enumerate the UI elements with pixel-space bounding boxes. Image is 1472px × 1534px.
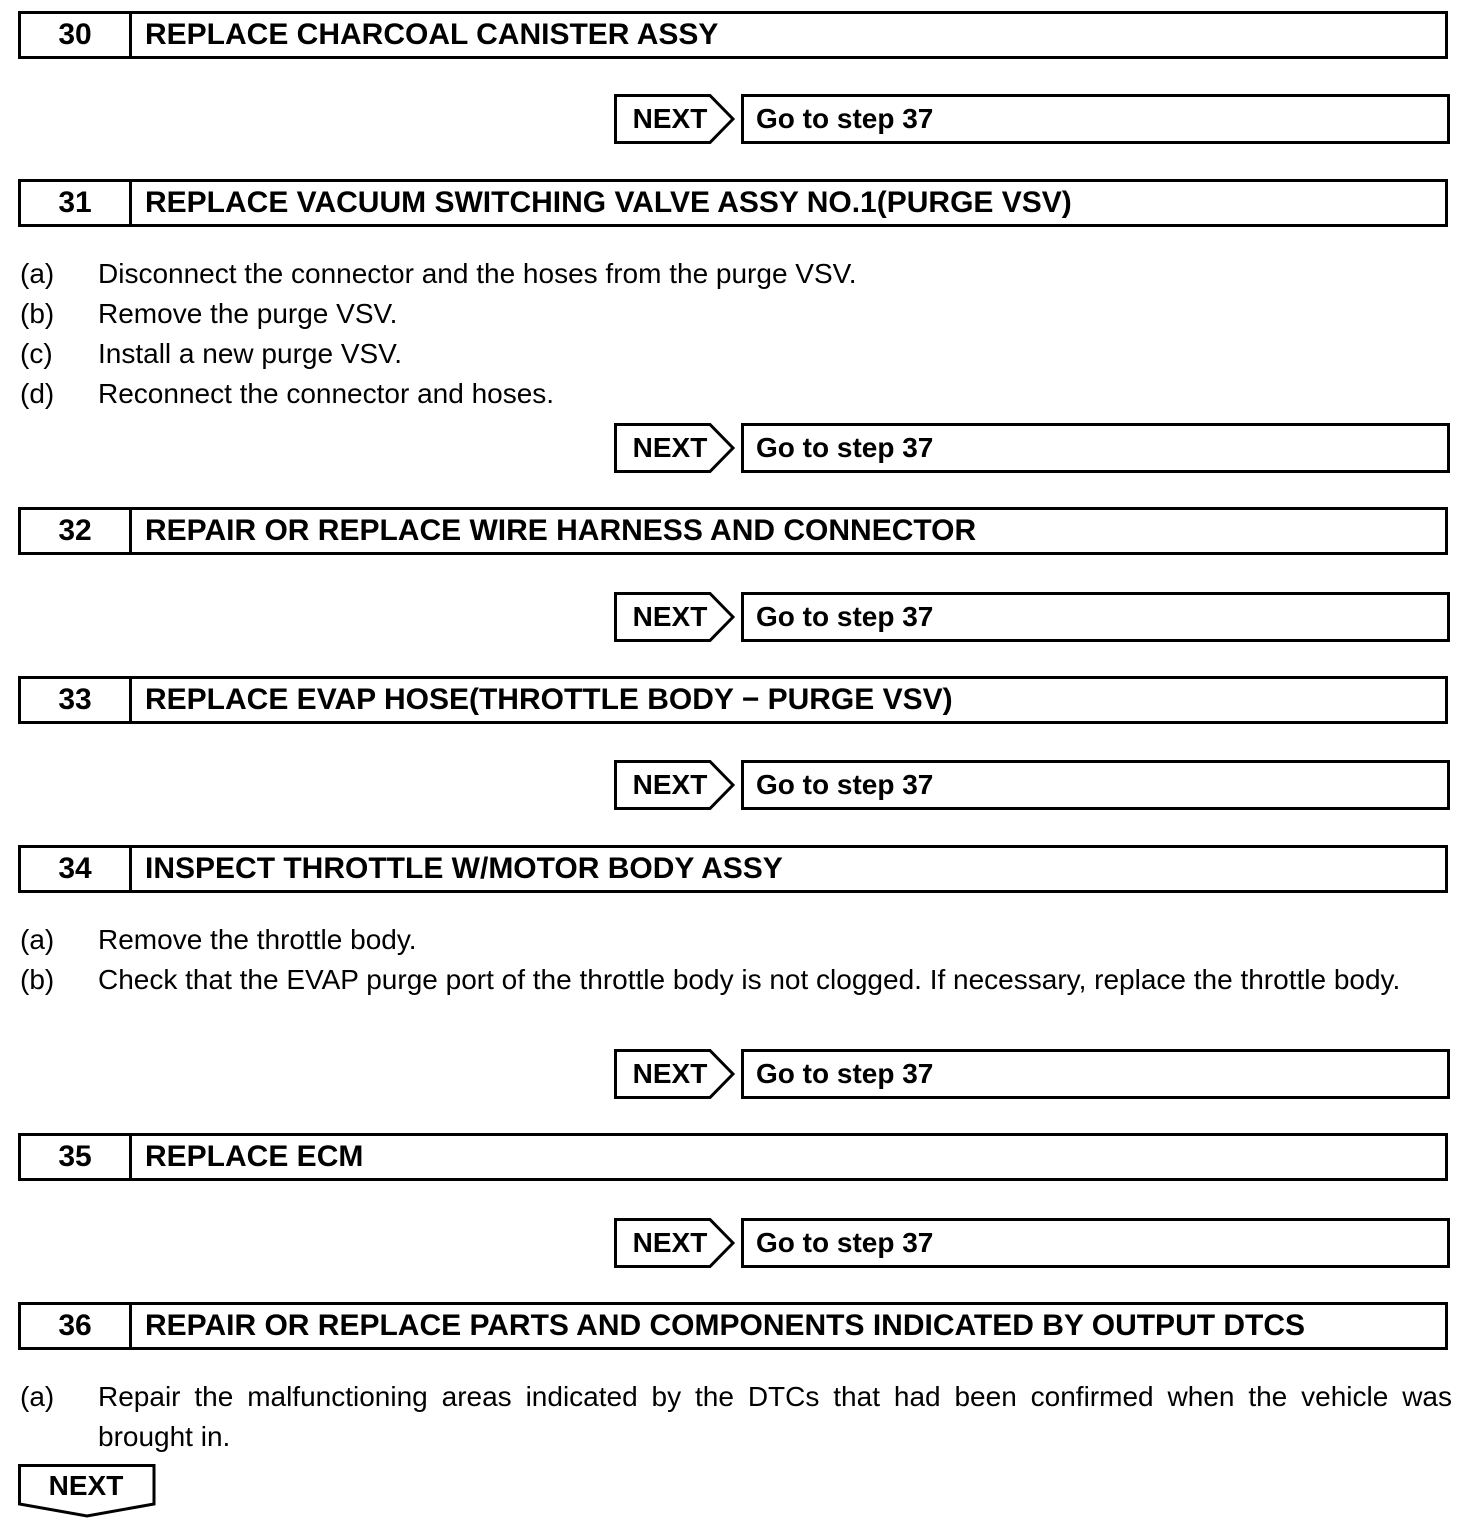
instruction-letter: (b) <box>20 298 55 329</box>
step-number: 31 <box>21 182 132 224</box>
next-label: NEXT <box>632 601 708 632</box>
step-30-header <box>18 11 1448 59</box>
next-label: NEXT <box>632 432 708 463</box>
step-33-header <box>18 676 1448 724</box>
instruction-letter: (a) <box>20 258 55 289</box>
next-label: NEXT <box>632 769 708 800</box>
step-31-next-row <box>614 423 1450 473</box>
step-36-instructions <box>20 1377 1452 1457</box>
instruction-letter: (c) <box>20 338 53 369</box>
goto-step-box[interactable]: Go to step 37 <box>741 1049 1450 1099</box>
step-34-next-row <box>614 1049 1450 1099</box>
next-arrow-button[interactable] <box>614 423 736 473</box>
instruction-item <box>20 294 1452 334</box>
next-arrow-button[interactable] <box>614 592 736 642</box>
next-label: NEXT <box>48 1470 124 1501</box>
instruction-text: Reconnect the connector and hoses. <box>98 378 555 409</box>
next-label: NEXT <box>632 103 708 134</box>
instruction-item <box>20 374 1452 414</box>
step-number: 35 <box>21 1136 132 1178</box>
instruction-letter: (b) <box>20 964 55 995</box>
step-title: REPLACE EVAP HOSE(THROTTLE BODY − PURGE VSV) <box>145 683 953 716</box>
step-36-header <box>18 1302 1448 1350</box>
step-33-next-row <box>614 760 1450 810</box>
instruction-item <box>20 960 1452 1000</box>
step-title: REPLACE CHARCOAL CANISTER ASSY <box>145 18 719 51</box>
step-number: 34 <box>21 848 132 890</box>
goto-step-box[interactable]: Go to step 37 <box>741 94 1450 144</box>
next-label: NEXT <box>632 1058 708 1089</box>
step-32-header <box>18 507 1448 555</box>
next-arrow-button[interactable] <box>614 94 736 144</box>
step-number: 33 <box>21 679 132 721</box>
step-34-header <box>18 845 1448 893</box>
step-title: INSPECT THROTTLE W/MOTOR BODY ASSY <box>145 852 783 885</box>
goto-step-box[interactable]: Go to step 37 <box>741 592 1450 642</box>
instruction-text: Remove the purge VSV. <box>98 298 398 329</box>
step-number: 32 <box>21 510 132 552</box>
instruction-letter: (a) <box>20 924 55 955</box>
next-arrow-button[interactable] <box>614 1218 736 1268</box>
next-label: NEXT <box>632 1227 708 1258</box>
step-title: REPLACE ECM <box>145 1140 364 1173</box>
goto-step-box[interactable]: Go to step 37 <box>741 423 1450 473</box>
instruction-text: Install a new purge VSV. <box>98 338 403 369</box>
goto-step-box[interactable]: Go to step 37 <box>741 760 1450 810</box>
next-down-arrow-button[interactable] <box>18 1464 156 1518</box>
next-arrow-button[interactable] <box>614 760 736 810</box>
instruction-item <box>20 254 1452 294</box>
step-31-header <box>18 179 1448 227</box>
instruction-text: Disconnect the connector and the hoses from the purge VSV. <box>98 258 857 289</box>
step-35-next-row <box>614 1218 1450 1268</box>
step-35-header <box>18 1133 1448 1181</box>
step-title: REPLACE VACUUM SWITCHING VALVE ASSY NO.1(PURGE VSV) <box>145 186 1072 219</box>
instruction-letter: (d) <box>20 378 55 409</box>
goto-step-box[interactable]: Go to step 37 <box>741 1218 1450 1268</box>
step-32-next-row <box>614 592 1450 642</box>
step-31-instructions <box>20 254 1452 414</box>
instruction-item <box>20 334 1452 374</box>
step-number: 30 <box>21 14 132 56</box>
step-title: REPAIR OR REPLACE WIRE HARNESS AND CONNECTOR <box>145 514 977 547</box>
instruction-item <box>20 1377 1452 1457</box>
step-30-next-row <box>614 94 1450 144</box>
instruction-item <box>20 920 1452 960</box>
instruction-text: Remove the throttle body. <box>98 924 417 955</box>
step-title: REPAIR OR REPLACE PARTS AND COMPONENTS INDICATED BY OUTPUT DTCS <box>145 1309 1306 1342</box>
instruction-letter: (a) <box>20 1381 55 1412</box>
instruction-text: Repair the malfunctioning areas indicated by the DTCs that had been confirmed when the vehicle was brought in. <box>98 1381 1452 1452</box>
step-34-instructions <box>20 920 1452 1000</box>
instruction-text: Check that the EVAP purge port of the throttle body is not clogged. If necessary, replace the throttle body. <box>98 964 1401 995</box>
next-arrow-button[interactable] <box>614 1049 736 1099</box>
step-number: 36 <box>21 1305 132 1347</box>
